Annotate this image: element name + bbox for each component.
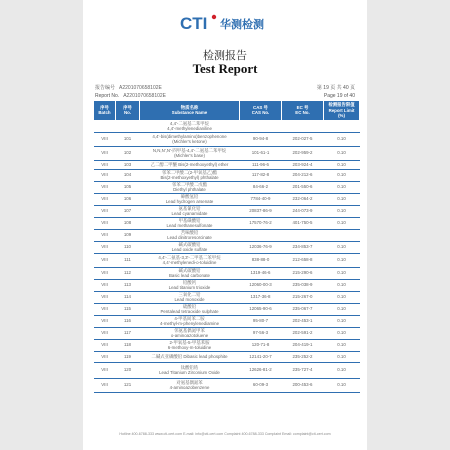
cell-no: 101 (116, 132, 140, 146)
cell-cas: 12626-81-2 (240, 362, 282, 378)
cell-cas: 12060-00-3 (240, 279, 282, 291)
cell-batch: VIII (94, 160, 116, 169)
cell-name (140, 362, 240, 378)
table-row (94, 339, 360, 351)
substance-name-line1: 铅酸钙 (182, 279, 197, 285)
table-row (94, 229, 360, 241)
column-header-cn: 序号 (100, 104, 109, 110)
cti-logo-mark (180, 13, 270, 33)
substance-name-line1: 对氨基偶氮苯 (176, 379, 203, 385)
cell-no: 110 (116, 241, 140, 253)
substance-name-line2: Lead cyanamidate (171, 211, 208, 216)
report-number-block (95, 84, 166, 100)
table-row (94, 303, 360, 315)
cell-cas: 7784-40-9 (240, 193, 282, 205)
cell-ec: 204-419-1 (282, 339, 324, 351)
substance-name-line2: 4-methyl-m-phenylenediamine (159, 321, 220, 326)
cell-no: 108 (116, 217, 140, 229)
table-row (94, 253, 360, 267)
cell-no: 121 (116, 378, 140, 392)
cell-ec: 203-924-4 (282, 160, 324, 169)
substance-name-line1: 氨基氰化铅 (178, 205, 201, 211)
cell-ec: 202-959-2 (282, 146, 324, 160)
cell-name (140, 193, 240, 205)
substance-name-line2: (Michler's ketone) (172, 139, 207, 144)
cell-batch: VIII (94, 205, 116, 217)
column-header-cn: 序号 (123, 104, 132, 110)
cell-ec: 202-453-1 (282, 315, 324, 327)
report-no-label-cn: 报告编号 (95, 85, 116, 91)
cell-batch: VIII (94, 169, 116, 181)
substance-name-line2: 6-methoxy-m-toluidine (167, 345, 212, 350)
cell-limit: 0.10 (324, 315, 360, 327)
cell-limit: 0.10 (324, 160, 360, 169)
substance-name-line2: (Michler's base) (174, 153, 205, 158)
logo-dot-icon (212, 15, 216, 19)
column-header (140, 101, 240, 121)
cell-name (140, 217, 240, 229)
cell-no (116, 120, 140, 132)
table-row (94, 193, 360, 205)
table-row (94, 205, 360, 217)
column-header-en: EC No. (295, 110, 310, 116)
substance-name-line1: 4,4'-二氨基二苯甲烷 (169, 120, 210, 126)
substance-name-line1: 碱式碳酸铅 (178, 267, 201, 273)
table-row (94, 291, 360, 303)
report-no-value-en: A2201070658102E (123, 93, 167, 99)
cell-ec (282, 120, 324, 132)
cell-limit: 0.10 (324, 339, 360, 351)
cell-cas (240, 229, 282, 241)
table-row (94, 315, 360, 327)
cell-batch: VIII (94, 378, 116, 392)
cell-limit: 0.10 (324, 303, 360, 315)
substance-name-line1: 2-甲氧基-5-甲基苯胺 (169, 339, 210, 345)
table-row (94, 146, 360, 160)
substance-name-line2: Lead Titanium Zirconium Oxide (159, 370, 220, 375)
cell-name (140, 291, 240, 303)
cell-limit: 0.10 (324, 279, 360, 291)
cell-cas: 12065-90-6 (240, 303, 282, 315)
table-row (94, 160, 360, 169)
cell-batch: VIII (94, 241, 116, 253)
column-header (94, 101, 116, 121)
substance-name-line1: N,N,N',N'-四甲基-4,4'-二氨基二苯甲烷 (152, 147, 227, 153)
column-header-en: Report Limit (%) (328, 107, 355, 118)
cell-limit: 0.10 (324, 351, 360, 362)
cell-cas: 60-09-3 (240, 378, 282, 392)
cell-no: 103 (116, 160, 140, 169)
cell-batch: VIII (94, 362, 116, 378)
cell-ec: 232-064-2 (282, 193, 324, 205)
cell-batch: VIII (94, 267, 116, 279)
cell-batch: VIII (94, 339, 116, 351)
column-header (116, 101, 140, 121)
cell-name (140, 351, 240, 362)
cell-cas: 12036-76-9 (240, 241, 282, 253)
table-row (94, 217, 360, 229)
cell-ec: 215-267-0 (282, 291, 324, 303)
cell-ec: 202-027-5 (282, 132, 324, 146)
cell-limit: 0.10 (324, 193, 360, 205)
substance-name-line2: Lead methanesulfonate (166, 223, 213, 228)
cell-batch: VIII (94, 146, 116, 160)
cell-batch: VIII (94, 291, 116, 303)
substance-name-line1: 苦味酸铅 (180, 229, 199, 235)
report-no-value-cn: A2201070658102E (119, 85, 162, 91)
cell-ec: 212-658-8 (282, 253, 324, 267)
substance-name-line1: 钛酸铅锆 (180, 364, 199, 370)
cell-cas: 90-94-8 (240, 132, 282, 146)
table-row (94, 169, 360, 181)
cell-limit (324, 229, 360, 241)
column-header-cn: 检测报告限值 (328, 102, 355, 107)
substance-name-line2: o-aminoazotoluene (170, 333, 209, 338)
substance-name-line1: 碱式碳酸铅 (178, 241, 201, 247)
column-header-cn: 物质名称 (180, 104, 199, 110)
cell-name (140, 315, 240, 327)
substance-table (93, 100, 360, 393)
column-header-en: Substance Name (171, 110, 208, 116)
substance-name-line2: 4,4'-methylenedianiline (167, 126, 212, 131)
cell-no: 105 (116, 181, 140, 193)
cell-no: 111 (116, 253, 140, 267)
table-row (94, 351, 360, 362)
logo-cti-text: CTI (180, 14, 208, 33)
cell-cas: 117-82-8 (240, 169, 282, 181)
cell-name (140, 181, 240, 193)
cell-no: 118 (116, 339, 140, 351)
substance-name-line2: Lead hydrogen arsenate (165, 199, 214, 204)
page-label-cn: 第 19 页 共 40 页 (316, 85, 355, 91)
cell-no: 112 (116, 267, 140, 279)
substance-name-line2: Pentalead tetraoxide sulphate (160, 309, 219, 314)
cell-no: 107 (116, 205, 140, 217)
cell-ec: 235-067-7 (282, 303, 324, 315)
cell-no: 115 (116, 303, 140, 315)
column-header-en: No. (123, 110, 132, 116)
cell-batch: VIII (94, 217, 116, 229)
cell-cas: 1317-36-8 (240, 291, 282, 303)
table-row (94, 132, 360, 146)
table-row (94, 241, 360, 253)
table-body (94, 120, 360, 392)
cell-cas: 12141-20-7 (240, 351, 282, 362)
cell-ec: 235-252-2 (282, 351, 324, 362)
cell-batch: VIII (94, 181, 116, 193)
substance-name-line2: Diethyl phthalate (173, 187, 206, 192)
cell-name (140, 120, 240, 132)
cell-name (140, 205, 240, 217)
cell-no: 116 (116, 315, 140, 327)
substance-name-line2: 4,4'-methylenedi-o-toluidine (162, 260, 217, 265)
substance-name-line1: 邻苯二甲酸二(2-甲氧基乙)酯 (161, 169, 218, 175)
substance-name-line2: 4-aminoazobenzene (169, 385, 210, 390)
cell-cas: 838-88-0 (240, 253, 282, 267)
cell-name (140, 327, 240, 339)
cell-ec: 244-073-9 (282, 205, 324, 217)
cell-limit: 0.10 (324, 267, 360, 279)
cell-name (140, 253, 240, 267)
cell-limit: 0.10 (324, 146, 360, 160)
cell-batch: VIII (94, 253, 116, 267)
cell-cas (240, 120, 282, 132)
title-cn: 检测报告 (203, 49, 247, 62)
cell-cas: 84-66-2 (240, 181, 282, 193)
substance-name-line2: Bis(2-methoxyethyl) phthalate (160, 175, 219, 180)
cell-cas: 111-96-6 (240, 160, 282, 169)
table-header-row (94, 101, 360, 121)
cell-limit: 0.10 (324, 241, 360, 253)
substance-name-line2: Lead dinitroresorcinate (167, 235, 212, 240)
cell-cas: 17570-76-2 (240, 217, 282, 229)
cell-batch: VIII (94, 303, 116, 315)
cell-no: 109 (116, 229, 140, 241)
cell-no: 120 (116, 362, 140, 378)
cell-no: 102 (116, 146, 140, 160)
substance-name-line1: 砷酸氢铅 (180, 193, 199, 199)
substance-name-line1: 乙二醇二甲醚 Bis(2-methoxyethyl) ether (150, 161, 229, 167)
substance-name-line2: Lead oxide sulfate (171, 247, 208, 252)
table-row (94, 279, 360, 291)
substance-name-line1: 邻氨基偶氮甲苯 (174, 327, 205, 333)
cell-limit: 0.10 (324, 253, 360, 267)
cell-no: 104 (116, 169, 140, 181)
cell-ec: 235-727-4 (282, 362, 324, 378)
table-row (94, 181, 360, 193)
column-header (240, 101, 282, 121)
report-page (83, 0, 367, 450)
page-number-block (317, 84, 355, 100)
cell-limit: 0.10 (324, 378, 360, 392)
substance-name-line1: 二碱式亚磷酸铅 Dibasic lead phosphite (151, 353, 228, 359)
cell-batch: VIII (94, 279, 116, 291)
cell-ec: 234-853-7 (282, 241, 324, 253)
cell-ec: 202-591-2 (282, 327, 324, 339)
cell-batch: VIII (94, 132, 116, 146)
column-header (324, 101, 360, 121)
footer-contact: Hotline 400-6788-333 www.cti-cert.com E-mail: info@cti-cert.com Complaint 400-6788-333 Complaint Email: complaint@cti-cert.com (119, 432, 331, 436)
cell-no: 114 (116, 291, 140, 303)
cell-cas: 20837-86-9 (240, 205, 282, 217)
table-row (94, 120, 360, 132)
cell-limit: 0.10 (324, 205, 360, 217)
cell-ec (282, 229, 324, 241)
substance-name-line1: 4,4'-二氨基-3,3'-二甲基二苯甲烷 (158, 254, 221, 260)
cell-name (140, 146, 240, 160)
cell-limit (324, 120, 360, 132)
cell-name (140, 267, 240, 279)
cell-limit: 0.10 (324, 291, 360, 303)
cell-batch (94, 120, 116, 132)
report-no-label-en: Report No. (95, 93, 120, 99)
column-header-cn: CAS 号 (253, 104, 268, 110)
cell-no: 119 (116, 351, 140, 362)
substance-name-line1: 三氧化二铅 (178, 291, 201, 297)
column-header-cn: EC 号 (296, 104, 309, 110)
cell-name (140, 303, 240, 315)
cell-name (140, 378, 240, 392)
cell-limit: 0.10 (324, 327, 360, 339)
cell-ec: 204-212-6 (282, 169, 324, 181)
cell-limit: 0.10 (324, 217, 360, 229)
cell-name (140, 132, 240, 146)
substance-name-line1: 硫酸铅 (182, 303, 197, 309)
cell-name (140, 169, 240, 181)
cell-cas: 101-61-1 (240, 146, 282, 160)
substance-name-line2: Lead monoxide (174, 297, 205, 302)
column-header (282, 101, 324, 121)
substance-name-line1: 4,4'-bis(dimethylamino)benzophenone (152, 133, 227, 139)
cell-cas: 95-80-7 (240, 315, 282, 327)
table-row (94, 327, 360, 339)
table-row (94, 267, 360, 279)
column-header-en: Batch (98, 110, 111, 116)
cell-no: 106 (116, 193, 140, 205)
substance-name-line1: 邻苯二甲酸二戊酯 (171, 181, 208, 187)
cell-name (140, 229, 240, 241)
cell-name (140, 339, 240, 351)
cell-batch: VIII (94, 351, 116, 362)
column-header-en: CAS No. (251, 110, 270, 116)
cell-no: 113 (116, 279, 140, 291)
cell-ec: 215-290-6 (282, 267, 324, 279)
cell-cas: 97-56-3 (240, 327, 282, 339)
table-row (94, 378, 360, 392)
cell-ec: 235-038-9 (282, 279, 324, 291)
cell-ec: 200-453-6 (282, 378, 324, 392)
cell-limit: 0.10 (324, 132, 360, 146)
cell-batch: VIII (94, 229, 116, 241)
page-label-en: Page 19 of 40 (323, 93, 355, 99)
cell-name (140, 160, 240, 169)
cell-limit: 0.10 (324, 181, 360, 193)
substance-name-line2: Lead titanium trioxide (168, 285, 211, 290)
cell-batch: VIII (94, 193, 116, 205)
title-en: Test Report (192, 61, 258, 76)
substance-name-line2: Basic lead carbonate (168, 273, 210, 278)
cell-name (140, 241, 240, 253)
logo-cn-text: 华测检测 (220, 18, 264, 31)
cell-cas: 120-71-8 (240, 339, 282, 351)
cell-no: 117 (116, 327, 140, 339)
cell-name (140, 279, 240, 291)
substance-name-line1: 甲基磺酸铅 (178, 217, 201, 223)
substance-name-line1: 4-甲基间苯二胺 (174, 315, 205, 321)
cell-ec: 401-750-5 (282, 217, 324, 229)
cti-logo (83, 12, 367, 34)
cell-batch: VIII (94, 327, 116, 339)
cell-limit: 0.10 (324, 169, 360, 181)
cell-cas: 1319-46-6 (240, 267, 282, 279)
cell-limit: 0.10 (324, 362, 360, 378)
table-row (94, 362, 360, 378)
cell-ec: 201-550-6 (282, 181, 324, 193)
cell-batch: VIII (94, 315, 116, 327)
